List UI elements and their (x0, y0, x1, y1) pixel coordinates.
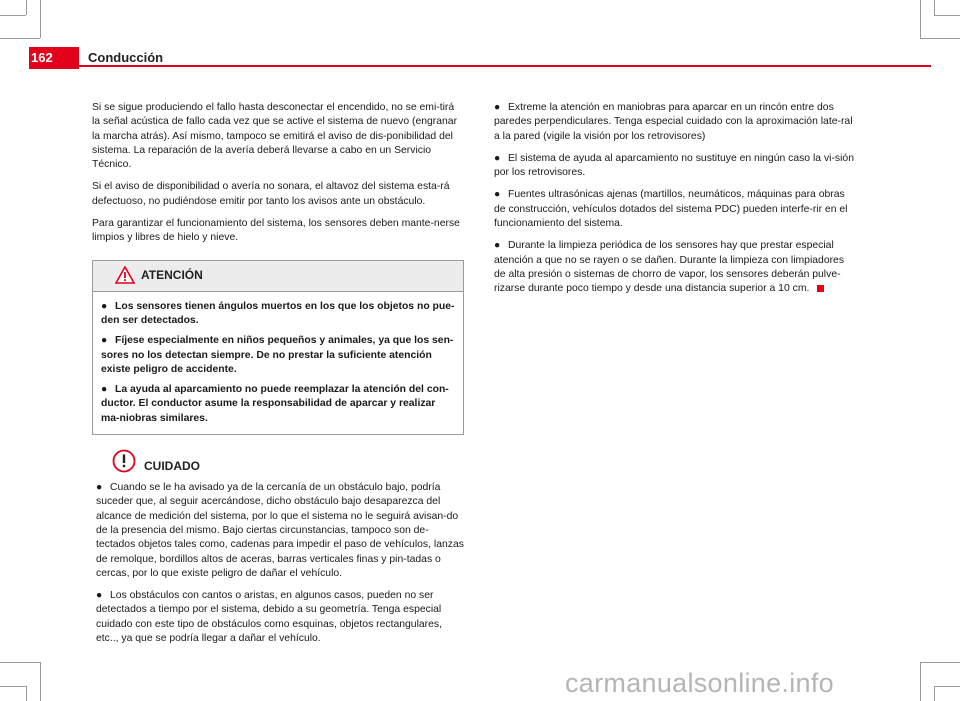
list-item (494, 188, 854, 231)
crop-mark (26, 686, 27, 701)
paragraph: Para garantizar el funcionamiento del sistema, los sensores deben mante-nerse limpios y libres de hielo y nieve. (92, 218, 460, 244)
crop-mark (0, 662, 40, 663)
warning-box (92, 260, 464, 435)
watermark: carmanualsonline.info (565, 668, 834, 698)
caution-item (96, 481, 464, 581)
warning-item-text: Los sensores tienen ángulos muertos en los que los objetos no pue-den ser detectados. (101, 300, 455, 326)
warning-body (93, 292, 463, 434)
bullet: ● (101, 384, 108, 396)
page-number: 162 (31, 50, 53, 65)
caution-title: CUIDADO (144, 459, 200, 474)
list-item-text: Extreme la atención en maniobras para aparcar en un rincón entre dos paredes perpendiculares. Tenga especial cuidado con la aproximación late-ral a la pared (vigile la visión por los retrovisores) (494, 102, 853, 142)
warning-header (93, 261, 463, 292)
caution-item (96, 589, 464, 646)
bullet: ● (101, 300, 108, 312)
crop-mark (40, 0, 41, 38)
crop-mark (40, 662, 41, 701)
list-item-text: Fuentes ultrasónicas ajenas (martillos, neumáticos, máquinas para obras de construcción, vehículos dotados del sistema PDC) pueden interfe-rir en el funcionamiento del sistema. (494, 189, 848, 230)
bullet: ● (494, 152, 501, 164)
crop-mark (0, 38, 40, 39)
chapter-title: Conducción (88, 50, 164, 65)
caution-item-text: Cuando se le ha avisado ya de la cercanía de un obstáculo bajo, podría suceder que, al seguir acercándose, dicho obstáculo bajo desaparezca del alcance de medición del sistema, por lo que el sistema no le seguirá avisan-do de la presencia del mismo. Bajo ciertas circunstancias, tampoco son de-tectados objetos tales como, cadenas para impedir el paso de vehículos, lanzas de remolque, bordillos altos de aceras, barras verticales finas y pin-tadas o cercas, por lo que existe peligro de dañar el vehículo. (96, 482, 464, 579)
warning-item-text: Fíjese especialmente en niños pequeños y animales, ya que los sen-sores no los detectan siempre. De no prestar la suficiente atención existe peligro de accidente. (101, 335, 454, 375)
crop-mark (920, 0, 921, 38)
crop-mark (934, 686, 935, 701)
bullet: ● (494, 102, 501, 113)
right-column (494, 101, 854, 305)
bullet: ● (494, 189, 501, 201)
exclamation-circle-icon (112, 449, 136, 478)
warning-item-text: La ayuda al aparcamiento no puede reemplazar la atención del con-ductor. El conductor asume la responsabilidad de aparcar y realizar ma-niobras similares. (101, 384, 449, 424)
warning-item (101, 300, 455, 329)
list-item (494, 152, 854, 181)
list-item-text: Durante la limpieza periódica de los sensores hay que prestar especial atención a que no se rayen o se dañen. Durante la limpieza con limpiadores de alta presión o sistemas de chorro de vapor, los sensores deberán pulve-rizarse durante poco tiempo y desde una distancia superior a 10 cm. (494, 240, 845, 295)
list-item (494, 239, 854, 296)
section-end-mark (817, 285, 824, 292)
caution-item-text: Los obstáculos con cantos o aristas, en algunos casos, pueden no ser detectados a tiempo por el sistema, debido a su geometría. Tenga especial cuidado con este tipo de obstáculos como esquinas, objetos rectangulares, etc.., ya que se podría llegar a dañar el vehículo. (96, 590, 442, 645)
bullet: ● (96, 590, 103, 602)
warning-triangle-icon (115, 266, 135, 289)
crop-mark (934, 0, 935, 15)
bullet: ● (101, 335, 108, 347)
header-rule (79, 65, 931, 67)
warning-item (101, 383, 455, 426)
list-item (494, 101, 854, 144)
crop-mark (920, 38, 960, 39)
crop-mark (0, 686, 26, 687)
crop-mark (920, 662, 960, 663)
paragraph: Si el aviso de disponibilidad o avería no sonara, el altavoz del sistema esta-rá defectuoso, no pudiéndose emitir por tanto los avisos ante un obstáculo. (92, 181, 450, 207)
warning-item (101, 334, 455, 377)
crop-mark (26, 0, 27, 15)
list-item-text: El sistema de ayuda al aparcamiento no sustituye en ningún caso la vi-sión por los retrovisores. (494, 152, 854, 179)
crop-mark (934, 686, 960, 687)
caution-body (92, 481, 464, 646)
paragraph: Si se sigue produciendo el fallo hasta desconectar el encendido, no se emi-tirá la señal acústica de fallo cada vez que se active el sistema de nuevo (engranar la marcha atrás). Así mismo, tampoco se emitirá el aviso de dis-ponibilidad del sistema. La reparación de la avería deberá llevarse a cabo en un Servicio Técnico. (92, 102, 458, 171)
crop-mark (0, 15, 26, 16)
left-column (92, 101, 464, 654)
crop-mark (934, 15, 960, 16)
bullet: ● (96, 482, 103, 494)
crop-mark (920, 662, 921, 701)
warning-title: ATENCIÓN (141, 267, 203, 282)
caution-header (92, 449, 464, 481)
bullet: ● (494, 240, 501, 252)
